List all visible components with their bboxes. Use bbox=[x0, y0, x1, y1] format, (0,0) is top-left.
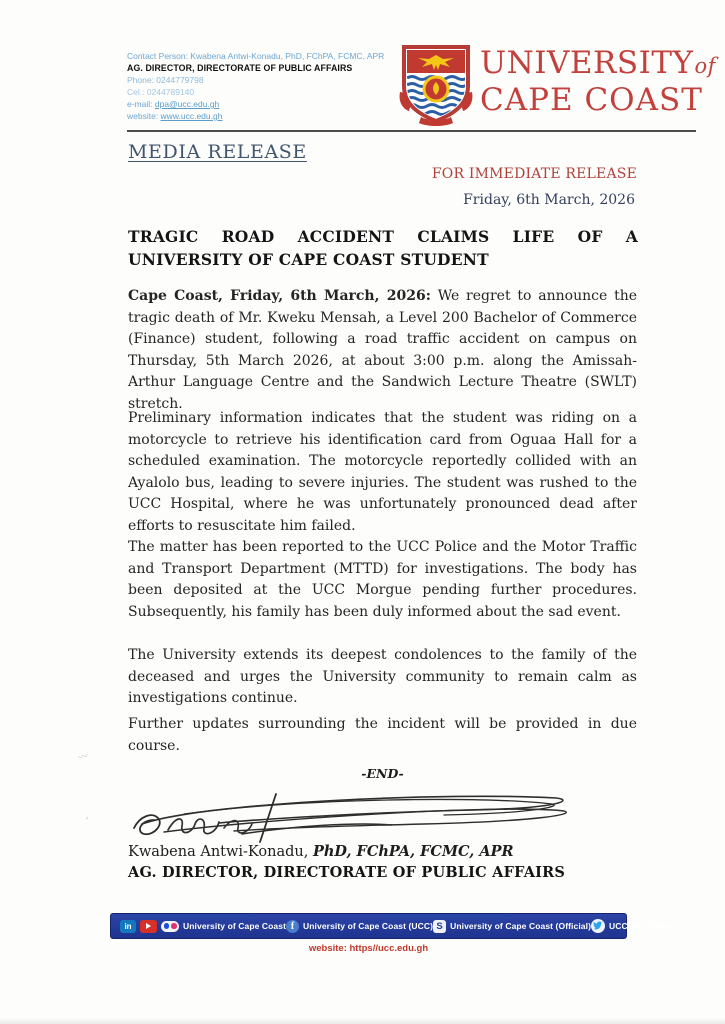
facebook-icon: f bbox=[286, 920, 299, 933]
paragraph-1-dateline: Cape Coast, Friday, 6th March, 2026: bbox=[128, 288, 431, 304]
wordmark-line1: UNIVERSITY bbox=[480, 45, 694, 81]
wordmark-of: of bbox=[694, 54, 716, 78]
university-wordmark bbox=[480, 46, 720, 117]
header-divider bbox=[127, 130, 696, 132]
website-label: website: bbox=[127, 111, 161, 121]
social-group-facebook bbox=[286, 920, 433, 933]
paragraph-3: The matter has been reported to the UCC Police and the Motor Traffic and Transport Department (MTTD) for investigations. The body has been deposited at the UCC Morgue pending further procedures. Subsequently, his family has been duly informed about the sad event. bbox=[128, 539, 637, 620]
paragraph-4: The University extends its deepest condolences to the family of the deceased and urges the University community to remain calm as investigations continue. bbox=[128, 647, 637, 706]
crest-icon bbox=[398, 44, 474, 126]
contact-block bbox=[127, 50, 412, 122]
email-link[interactable]: dpa@ucc.edu.gh bbox=[154, 99, 220, 109]
media-release-heading: MEDIA RELEASE bbox=[128, 141, 307, 163]
social-label-twitter: UCCGH_Official bbox=[609, 921, 676, 931]
scribd-icon: S bbox=[433, 920, 446, 933]
social-label-general: University of Cape Coast bbox=[183, 921, 287, 931]
paragraph-1-body: We regret to announce the tragic death of Mr. Kweku Mensah, a Level 200 Bachelor of Commerce (Finance) student, following a road traffic accident on campus on Thursday, 5th March 2026, at about 3:00 p.m. along the Amissah-Arthur Language Centre and the Sandwich Lecture Theatre (SWLT) stretch. bbox=[128, 288, 638, 412]
signatory-name: Kwabena Antwi-Konadu, bbox=[128, 844, 313, 860]
signatory-credentials: PhD, FChPA, FCMC, APR bbox=[312, 843, 514, 860]
email-label: e-mail: bbox=[127, 99, 155, 109]
end-marker: -END- bbox=[361, 766, 404, 781]
paragraph-2: Preliminary information indicates that the student was riding on a motorcycle to retrieve his identification card from Oguaa Hall for a scheduled examination. The motorcycle reportedly collided with an Ayalolo bus, leading to severe injuries. The student was rushed to the UCC Hospital, where he was unfortunately pronounced dead after efforts to resuscitate him failed. bbox=[128, 410, 637, 534]
social-label-scribd: University of Cape Coast (Official) bbox=[450, 921, 592, 931]
linkedin-icon: in bbox=[120, 920, 136, 933]
scan-artifact: ʻ bbox=[84, 815, 89, 828]
contact-email-row bbox=[127, 98, 412, 110]
contact-phone-line: Phone: 0244779798 bbox=[127, 75, 204, 85]
website-link[interactable]: www.ucc.edu.gh bbox=[160, 111, 223, 121]
social-group-scribd bbox=[433, 920, 591, 933]
scan-artifact: 〰 bbox=[77, 751, 90, 764]
release-date: Friday, 6th March, 2026 bbox=[463, 192, 635, 208]
social-label-facebook: University of Cape Coast (UCC) bbox=[303, 921, 434, 931]
contact-person-line: Contact Person: Kwabena Antwi-Konadu, PhD, FChPA, FCMC, APR bbox=[127, 51, 385, 61]
twitter-icon bbox=[591, 919, 605, 933]
social-group-general bbox=[120, 920, 286, 933]
ucc-crest-logo bbox=[398, 44, 474, 130]
paragraph-1 bbox=[128, 286, 637, 415]
contact-title-line: AG. DIRECTOR, DIRECTORATE OF PUBLIC AFFAIRS bbox=[127, 63, 353, 73]
contact-website-row bbox=[127, 110, 412, 122]
social-media-bar bbox=[110, 913, 676, 939]
footer-website-link[interactable]: website: https//ucc.edu.gh bbox=[308, 943, 429, 954]
signatory-role: AG. DIRECTOR, DIRECTORATE OF PUBLIC AFFAIRS bbox=[128, 864, 566, 881]
youtube-icon bbox=[140, 920, 157, 933]
wordmark-line2: CAPE COAST bbox=[480, 82, 703, 118]
paragraph-5: Further updates surrounding the incident will be provided in due course. bbox=[128, 716, 637, 754]
release-title bbox=[128, 225, 638, 271]
social-group-twitter bbox=[591, 919, 675, 933]
release-title-line2: UNIVERSITY OF CAPE COAST STUDENT bbox=[128, 250, 489, 269]
signatory-name-line bbox=[128, 843, 514, 860]
flickr-icon bbox=[161, 921, 179, 932]
release-title-line1: TRAGIC ROAD ACCIDENT CLAIMS LIFE OF A bbox=[128, 227, 638, 246]
contact-cell-line: Cel.: 0244789140 bbox=[127, 87, 195, 97]
for-immediate-release-label: FOR IMMEDIATE RELEASE bbox=[431, 166, 637, 182]
scan-edge-shadow bbox=[0, 1018, 725, 1024]
